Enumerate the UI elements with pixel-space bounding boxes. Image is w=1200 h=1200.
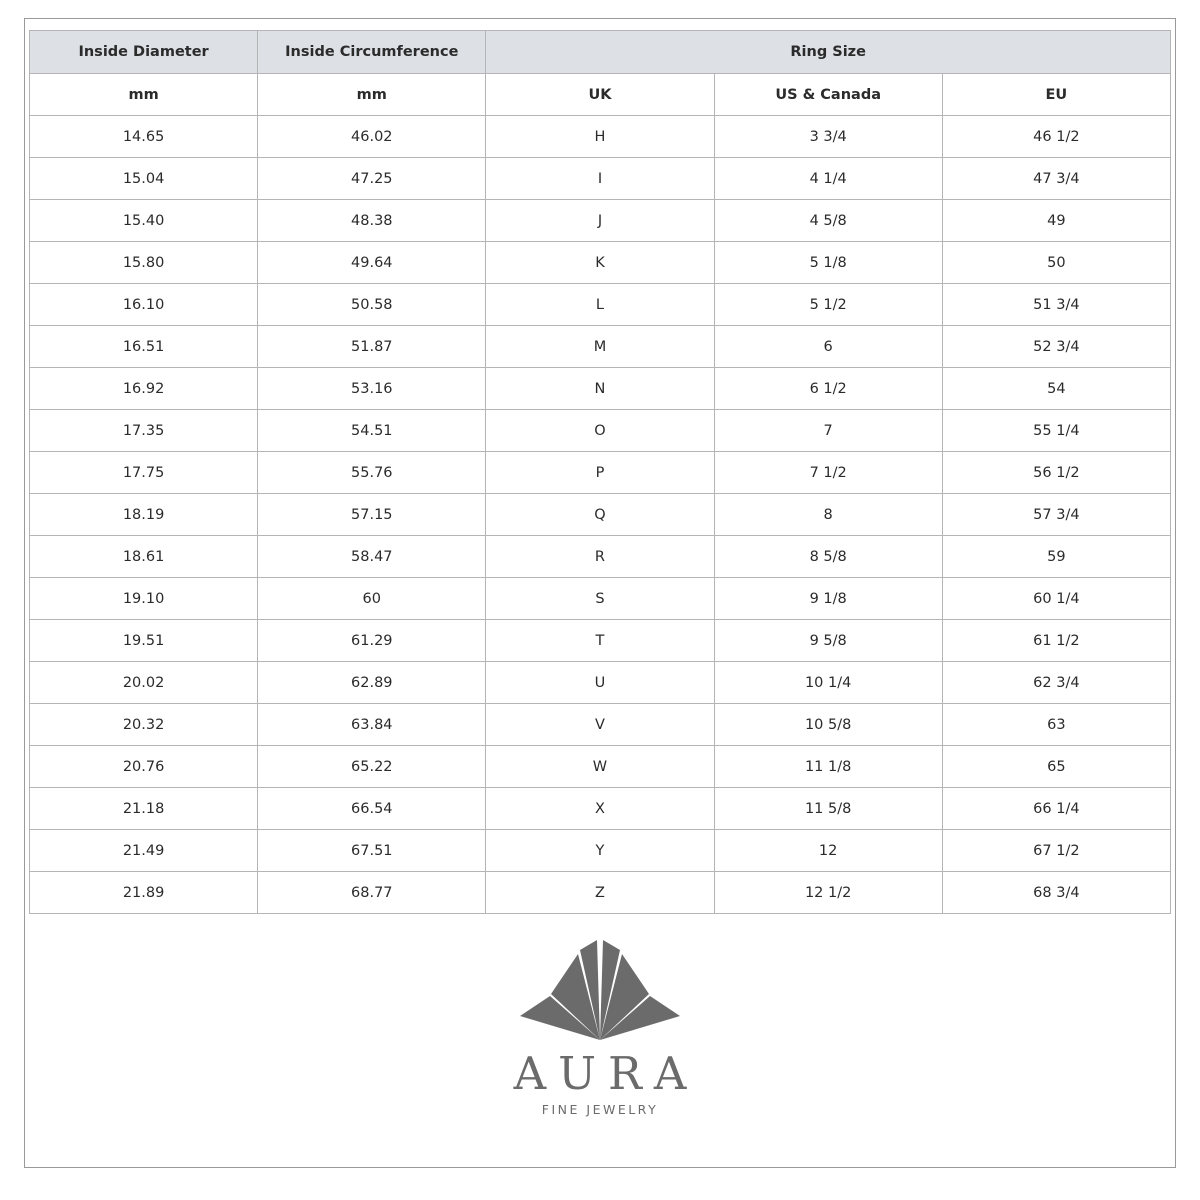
cell-eu-size: 66 1/4 — [942, 788, 1170, 830]
table-row — [30, 662, 1171, 704]
cell-eu-size: 46 1/2 — [942, 116, 1170, 158]
table-row — [30, 578, 1171, 620]
cell-eu-size: 52 3/4 — [942, 326, 1170, 368]
cell-inside-diameter: 14.65 — [30, 116, 258, 158]
header-inside-diameter: Inside Diameter — [30, 31, 258, 74]
cell-uk-size: W — [486, 746, 714, 788]
cell-us-canada-size: 8 5/8 — [714, 536, 942, 578]
table-row — [30, 704, 1171, 746]
cell-inside-diameter: 16.92 — [30, 368, 258, 410]
cell-eu-size: 67 1/2 — [942, 830, 1170, 872]
cell-uk-size: P — [486, 452, 714, 494]
subheader-uk: UK — [486, 74, 714, 116]
ring-size-table — [29, 30, 1171, 914]
cell-inside-circumference: 66.54 — [258, 788, 486, 830]
cell-eu-size: 61 1/2 — [942, 620, 1170, 662]
table-body — [30, 116, 1171, 914]
cell-inside-circumference: 67.51 — [258, 830, 486, 872]
cell-eu-size: 68 3/4 — [942, 872, 1170, 914]
cell-eu-size: 55 1/4 — [942, 410, 1170, 452]
cell-inside-diameter: 21.89 — [30, 872, 258, 914]
table-row — [30, 788, 1171, 830]
cell-uk-size: I — [486, 158, 714, 200]
cell-uk-size: N — [486, 368, 714, 410]
cell-eu-size: 51 3/4 — [942, 284, 1170, 326]
cell-inside-circumference: 62.89 — [258, 662, 486, 704]
table-row — [30, 452, 1171, 494]
cell-inside-diameter: 19.10 — [30, 578, 258, 620]
cell-eu-size: 50 — [942, 242, 1170, 284]
cell-us-canada-size: 3 3/4 — [714, 116, 942, 158]
cell-eu-size: 63 — [942, 704, 1170, 746]
cell-uk-size: K — [486, 242, 714, 284]
cell-inside-diameter: 16.51 — [30, 326, 258, 368]
cell-inside-circumference: 61.29 — [258, 620, 486, 662]
cell-inside-diameter: 15.80 — [30, 242, 258, 284]
cell-inside-circumference: 57.15 — [258, 494, 486, 536]
cell-inside-circumference: 55.76 — [258, 452, 486, 494]
cell-us-canada-size: 5 1/2 — [714, 284, 942, 326]
cell-inside-diameter: 20.02 — [30, 662, 258, 704]
cell-eu-size: 65 — [942, 746, 1170, 788]
cell-inside-diameter: 20.32 — [30, 704, 258, 746]
cell-eu-size: 47 3/4 — [942, 158, 1170, 200]
cell-eu-size: 60 1/4 — [942, 578, 1170, 620]
cell-us-canada-size: 12 — [714, 830, 942, 872]
cell-us-canada-size: 4 1/4 — [714, 158, 942, 200]
table-row — [30, 116, 1171, 158]
cell-us-canada-size: 7 — [714, 410, 942, 452]
cell-us-canada-size: 11 1/8 — [714, 746, 942, 788]
cell-uk-size: V — [486, 704, 714, 746]
cell-inside-circumference: 54.51 — [258, 410, 486, 452]
cell-us-canada-size: 7 1/2 — [714, 452, 942, 494]
fan-crown-logo-icon — [520, 940, 680, 1040]
cell-inside-circumference: 48.38 — [258, 200, 486, 242]
header-row-top — [30, 31, 1171, 74]
cell-inside-circumference: 47.25 — [258, 158, 486, 200]
table-row — [30, 872, 1171, 914]
brand-logo — [500, 938, 700, 1118]
table-row — [30, 242, 1171, 284]
cell-uk-size: Q — [486, 494, 714, 536]
cell-inside-circumference: 63.84 — [258, 704, 486, 746]
cell-us-canada-size: 8 — [714, 494, 942, 536]
cell-inside-diameter: 15.40 — [30, 200, 258, 242]
subheader-us-canada: US & Canada — [714, 74, 942, 116]
cell-inside-circumference: 50.58 — [258, 284, 486, 326]
cell-inside-diameter: 21.49 — [30, 830, 258, 872]
subheader-diameter-unit: mm — [30, 74, 258, 116]
cell-inside-circumference: 53.16 — [258, 368, 486, 410]
cell-uk-size: J — [486, 200, 714, 242]
cell-us-canada-size: 4 5/8 — [714, 200, 942, 242]
cell-inside-circumference: 46.02 — [258, 116, 486, 158]
table-row — [30, 536, 1171, 578]
cell-uk-size: M — [486, 326, 714, 368]
cell-inside-circumference: 60 — [258, 578, 486, 620]
cell-eu-size: 54 — [942, 368, 1170, 410]
cell-us-canada-size: 9 5/8 — [714, 620, 942, 662]
cell-eu-size: 49 — [942, 200, 1170, 242]
brand-name: AURA — [513, 1047, 699, 1100]
cell-eu-size: 59 — [942, 536, 1170, 578]
cell-uk-size: X — [486, 788, 714, 830]
cell-uk-size: Z — [486, 872, 714, 914]
cell-inside-diameter: 15.04 — [30, 158, 258, 200]
table-row — [30, 284, 1171, 326]
table-row — [30, 746, 1171, 788]
cell-uk-size: S — [486, 578, 714, 620]
cell-uk-size: O — [486, 410, 714, 452]
cell-uk-size: L — [486, 284, 714, 326]
cell-eu-size: 57 3/4 — [942, 494, 1170, 536]
cell-uk-size: R — [486, 536, 714, 578]
table-row — [30, 410, 1171, 452]
cell-eu-size: 62 3/4 — [942, 662, 1170, 704]
cell-inside-diameter: 21.18 — [30, 788, 258, 830]
cell-us-canada-size: 11 5/8 — [714, 788, 942, 830]
cell-eu-size: 56 1/2 — [942, 452, 1170, 494]
cell-inside-circumference: 68.77 — [258, 872, 486, 914]
cell-uk-size: U — [486, 662, 714, 704]
cell-us-canada-size: 6 1/2 — [714, 368, 942, 410]
cell-us-canada-size: 10 1/4 — [714, 662, 942, 704]
table-row — [30, 494, 1171, 536]
cell-inside-circumference: 65.22 — [258, 746, 486, 788]
cell-uk-size: T — [486, 620, 714, 662]
cell-inside-diameter: 20.76 — [30, 746, 258, 788]
cell-inside-diameter: 17.75 — [30, 452, 258, 494]
subheader-eu: EU — [942, 74, 1170, 116]
subheader-circumference-unit: mm — [258, 74, 486, 116]
table-row — [30, 158, 1171, 200]
cell-inside-circumference: 58.47 — [258, 536, 486, 578]
cell-us-canada-size: 10 5/8 — [714, 704, 942, 746]
cell-inside-diameter: 16.10 — [30, 284, 258, 326]
table-row — [30, 368, 1171, 410]
cell-inside-circumference: 49.64 — [258, 242, 486, 284]
table-row — [30, 200, 1171, 242]
table-row — [30, 326, 1171, 368]
header-row-sub — [30, 74, 1171, 116]
cell-inside-circumference: 51.87 — [258, 326, 486, 368]
header-ring-size: Ring Size — [486, 31, 1171, 74]
cell-inside-diameter: 18.61 — [30, 536, 258, 578]
table-row — [30, 830, 1171, 872]
cell-inside-diameter: 18.19 — [30, 494, 258, 536]
cell-inside-diameter: 19.51 — [30, 620, 258, 662]
cell-uk-size: Y — [486, 830, 714, 872]
header-inside-circumference: Inside Circumference — [258, 31, 486, 74]
cell-us-canada-size: 9 1/8 — [714, 578, 942, 620]
cell-uk-size: H — [486, 116, 714, 158]
cell-us-canada-size: 6 — [714, 326, 942, 368]
table-row — [30, 620, 1171, 662]
brand-tagline: FINE JEWELRY — [541, 1102, 659, 1117]
cell-inside-diameter: 17.35 — [30, 410, 258, 452]
cell-us-canada-size: 5 1/8 — [714, 242, 942, 284]
cell-us-canada-size: 12 1/2 — [714, 872, 942, 914]
